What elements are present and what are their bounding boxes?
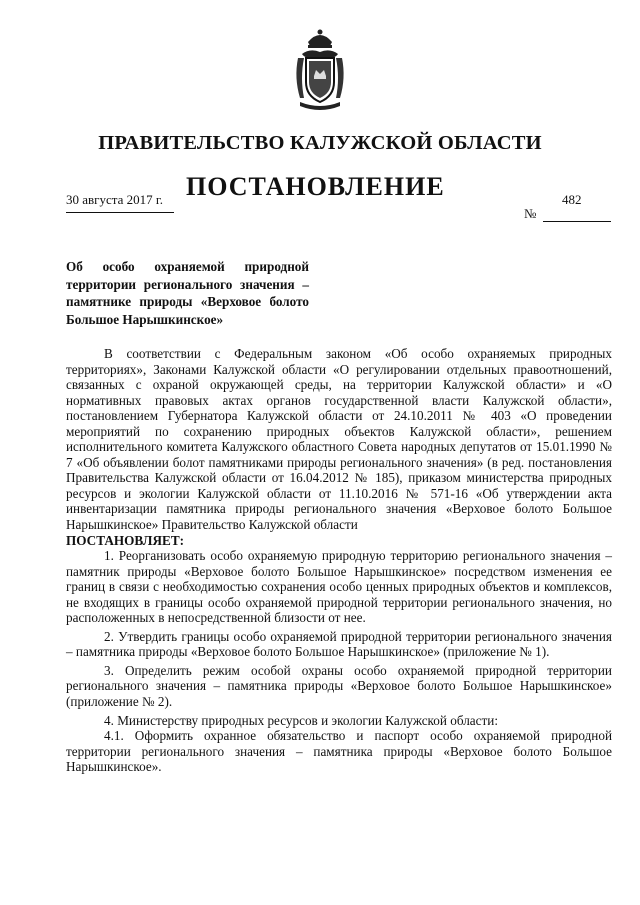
document-body (66, 346, 612, 775)
document-number: 482 (562, 192, 582, 207)
item-4-paragraph: 4. Министерству природных ресурсов и экологии Калужской области: (104, 712, 498, 728)
item-2-paragraph: 2. Утвердить границы особо охраняемой природной территории регионального значения – памятника природы «Верховое болото Большое Нарышкинское» (приложение № 1). (66, 628, 612, 660)
item-3-paragraph: 3. Определить режим особой охраны особо охраняемой природной территории регионального значения – памятника природы «Верховое болото Большое Нарышкинское» (приложение № 2). (66, 662, 612, 710)
date-underline (66, 212, 174, 213)
government-title: ПРАВИТЕЛЬСТВО КАЛУЖСКОЙ ОБЛАСТИ (98, 132, 542, 154)
document-subject: Об особо охраняемой природной территории регионального значения – памятнике природы «Верховое болото Большое Нарышкинское» (66, 259, 309, 327)
resolve-heading: ПОСТАНОВЛЯЕТ: (66, 532, 185, 548)
number-sign: № (524, 206, 537, 221)
item-4-1-paragraph: 4.1. Оформить охранное обязательство и паспорт особо охраняемой природной территории регионального значения – памятника природы «Верховое болото Большое Нарышкинское». (66, 728, 612, 775)
number-underline (543, 221, 611, 222)
document-type: ПОСТАНОВЛЕНИЕ (186, 172, 445, 201)
document-date: 30 августа 2017 г. (66, 192, 163, 207)
coat-of-arms-icon (290, 28, 350, 112)
coat-of-arms-graphic (290, 28, 350, 112)
preamble-paragraph: В соответствии с Федеральным законом «Об особо охраняемых природных территориях», Законами Калужской области «О регулировании отдельных правоотношений, связанных с охраной окружающей среды, на территории Калужской области» и «О нормативных правовых актах органов государственной власти Калужской области», постановлением Губернатора Калужской области от 24.10.2011 № 403 «О проведении мероприятий по сохранению природных объектов Калужской области», решением исполнительного комитета Калужского областного Совета народных депутатов от 15.01.1990 № 7 «Об объявлении болот памятниками природы регионального значения» (в ред. постановления Правительства Калужской области от 16.04.2012 № 185), приказом министерства природных ресурсов и экологии Калужской области от 11.10.2016 № 571-16 «Об утверждении акта инвентаризации памятника природы регионального значения «Верховое болото Большое Нарышкинское» Правительство Калужской области (66, 346, 612, 533)
item-1-paragraph: 1. Реорганизовать особо охраняемую природную территорию регионального значения – памятник природы «Верховое болото Большое Нарышкинское» посредством изменения ее границ в связи с необходимостью сохранения особо ценных природных объектов и комплексов, не входящих в границы особо охраняемой природной территории регионального значения, но расположенных в непосредственной близости от нее. (66, 548, 612, 626)
